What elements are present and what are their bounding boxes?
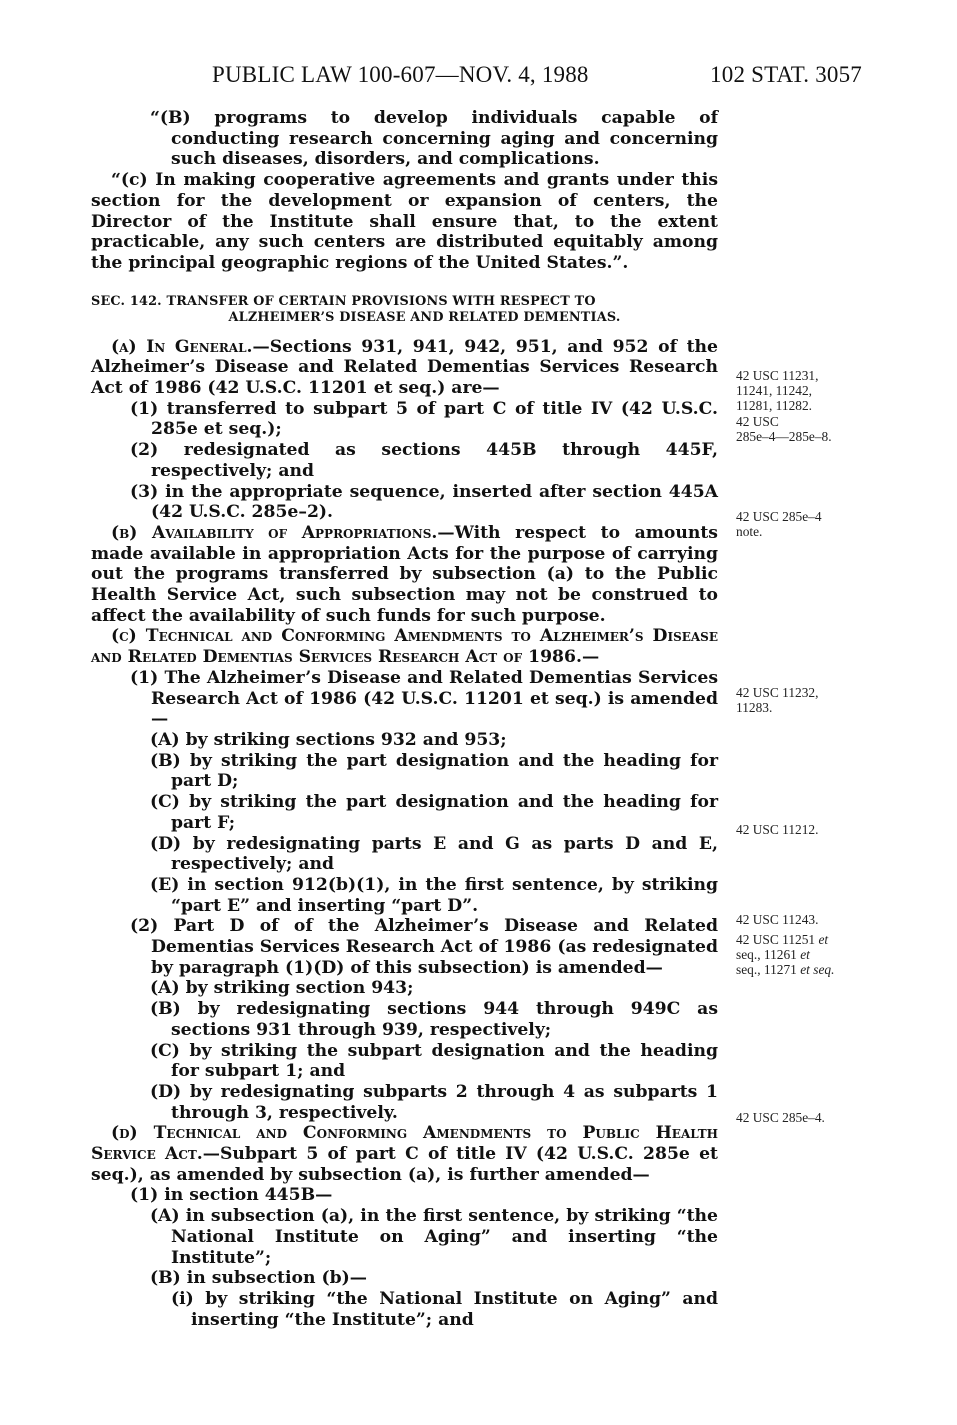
margin-note: 42 USC 11212. bbox=[736, 822, 819, 837]
clause-c2-b: (B) by redesignating sections 944 through 949C as sections 931 through 939, respectively; bbox=[150, 999, 718, 1040]
paragraph-c1: (1) The Alzheimer’s Disease and Related Dementias Services Research Act of 1986 (42 U.S.C. 11201 et seq.) is amended— bbox=[130, 667, 718, 730]
clause-d1-b-i: (i) by striking “the National Institute on Aging” and inserting “the Institute”; and bbox=[171, 1288, 718, 1330]
subsection-c-lead: (c) Technical and Conforming Amendments to Alzheimer’s Disease and Related Dementias Services Research Act of 1986. bbox=[91, 626, 718, 668]
paragraph-a3: (3) in the appropriate sequence, inserted after section 445A (42 U.S.C. 285e–2). bbox=[130, 481, 718, 523]
subsection-a-in-general: (a) In General.—Sections 931, 941, 942, 951, and 952 of the Alzheimer’s Disease and Related Dementias Services Research Act of 1986 (42 U.S.C. 11201 et seq.) are— bbox=[91, 336, 718, 399]
subsection-b-appropriations: (b) Availability of Appropriations.—With respect to amounts made available in appropriation Acts for the purpose of carrying out the programs transferred by subsection (a) to the Public Health Service Act, such subsection may not be construed to affect the availability of such funds for such purpose. bbox=[91, 522, 718, 626]
paragraph-c2: (2) Part D of of the Alzheimer’s Disease and Related Dementias Services Research Act of 1986 (as redesignated by paragraph (1)(D) of this subsection) is amended— bbox=[130, 916, 718, 978]
subsection-d-lead: (d) Technical and Conforming Amendments to Public Health Service Act. bbox=[91, 1123, 718, 1165]
subsection-d-phs-act: (d) Technical and Conforming Amendments to Public Health Service Act.—Subpart 5 of part C of title IV (42 U.S.C. 285e et seq.), as amended by subsection (a), is further amended— bbox=[91, 1123, 718, 1185]
margin-note: 42 USC 11232, 11283. bbox=[736, 685, 819, 716]
clause-c1-e: (E) in section 912(b)(1), in the first sentence, by striking “part E” and inserting “part D”. bbox=[150, 874, 718, 916]
clause-d1-a: (A) in subsection (a), in the first sentence, by striking “the National Institute on Aging” and inserting “the Institute”; bbox=[150, 1206, 718, 1268]
running-head-title: PUBLIC LAW 100-607—NOV. 4, 1988 bbox=[212, 62, 589, 87]
clause-c2-d: (D) by redesignating subparts 2 through 4 as subparts 1 through 3, respectively. bbox=[150, 1081, 718, 1123]
running-head-stat-page: 102 STAT. 3057 bbox=[710, 62, 862, 87]
margin-note: 42 USC 11251 et seq., 11261 et seq., 11271 et seq. bbox=[736, 932, 835, 978]
subsection-a-lead: (a) In General. bbox=[111, 336, 253, 357]
clause-d1-b: (B) in subsection (b)— bbox=[150, 1268, 367, 1289]
paragraph-a1: (1) transferred to subpart 5 of part C of title IV (42 U.S.C. 285e et seq.); bbox=[130, 398, 718, 440]
body-text bbox=[91, 108, 718, 1330]
clause-c1-c: (C) by striking the part designation and the heading for part F; bbox=[150, 792, 718, 833]
clause-c1-a: (A) by striking sections 932 and 953; bbox=[150, 729, 507, 750]
clause-b-programs: “(B) programs to develop individuals capable of conducting research concerning aging and concerning such diseases, disorders, and complications. bbox=[150, 108, 718, 170]
margin-note: 42 USC 11231, 11241, 11242, 11281, 11282. 42 USC 285e–4—285e–8. bbox=[736, 368, 832, 444]
clause-c2-c: (C) by striking the subpart designation and the heading for subpart 1; and bbox=[150, 1040, 718, 1082]
margin-note: 42 USC 285e–4 note. bbox=[736, 509, 822, 540]
subsection-c-centers: “(c) In making cooperative agreements and grants under this section for the development or expansion of centers, the Director of the Institute shall ensure that, to the extent practicable, any such centers are distributed equitably among the principal geographic regions of the United States.”. bbox=[91, 170, 718, 273]
subsection-b-lead: (b) Availability of Appropriations. bbox=[111, 522, 438, 543]
clause-c2-a: (A) by striking section 943; bbox=[150, 978, 414, 999]
running-head bbox=[212, 62, 862, 88]
margin-note: 42 USC 11243. bbox=[736, 912, 819, 927]
subsection-c-amendments: (c) Technical and Conforming Amendments to Alzheimer’s Disease and Related Dementias Services Research Act of 1986.— bbox=[91, 626, 718, 668]
clause-c1-d: (D) by redesignating parts E and G as parts D and E, respectively; and bbox=[150, 833, 718, 875]
paragraph-d1: (1) in section 445B— bbox=[130, 1185, 333, 1206]
section-142-heading: SEC. 142. TRANSFER OF CERTAIN PROVISIONS WITH RESPECT TO ALZHEIMER’S DISEASE AND RELATED DEMENTIAS. bbox=[91, 294, 718, 326]
paragraph-a2: (2) redesignated as sections 445B through 445F, respectively; and bbox=[130, 440, 718, 481]
section-142-heading-continued: ALZHEIMER’S DISEASE AND RELATED DEMENTIAS. bbox=[228, 309, 621, 325]
margin-note: 42 USC 285e–4. bbox=[736, 1110, 825, 1125]
clause-c1-b: (B) by striking the part designation and the heading for part D; bbox=[150, 750, 718, 792]
